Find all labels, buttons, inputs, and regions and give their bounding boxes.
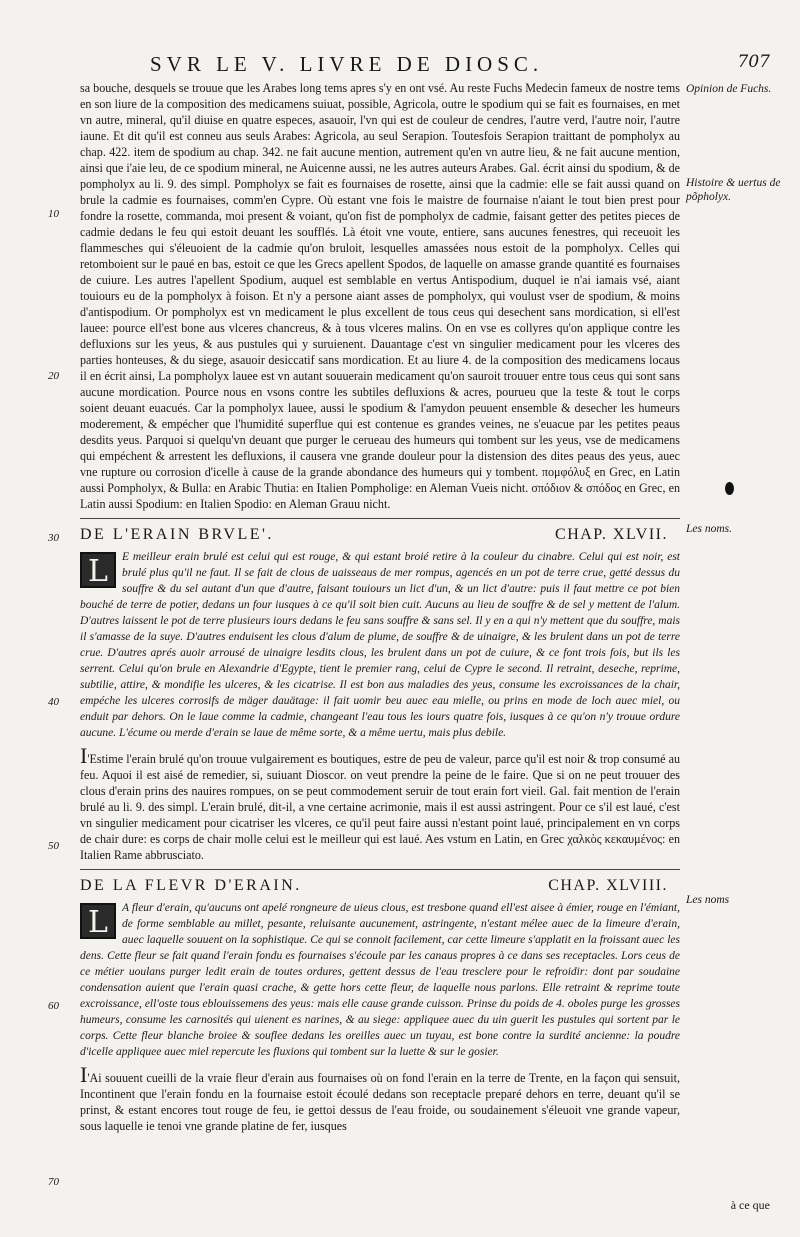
line-number: 40 [48, 696, 59, 708]
catchword: à ce que [730, 1198, 770, 1212]
page-header [150, 52, 770, 78]
drop-cap: L [80, 903, 116, 939]
page-number: 707 [737, 52, 770, 72]
running-head: SVR LE V. LIVRE DE DIOSC. [150, 52, 544, 76]
initial-letter: I [80, 1062, 88, 1087]
margin-note-histoire: Histoire & uertus de põpholyx. [686, 177, 781, 203]
line-number: 30 [48, 532, 59, 544]
initial-letter: I [80, 743, 88, 768]
ink-blot [725, 482, 734, 495]
chapter-number: CHAP. XLVII. [555, 526, 668, 543]
paragraph-commentary-48: I'Ai souuent cueilli de la vraie fleur d'erain aus fournaises où on fond l'erain en la terre de Trente, en la façon qui sensuit, Incontinent que l'erain fondu en la fournaise estoit écoulé dedans son receptacle preparé dehors en terre, deuant qu'il se prinst, & estant encores tout rouge de feu, ie gettoi dessus de l'eau froide, ou soudainement s'éleuoit vne grande vapeur, sous laquelle ie tenoi vne grande platine de fer, iusques [80, 1062, 680, 1133]
line-number: 60 [48, 1000, 59, 1012]
chapter-title: DE LA FLEVR D'ERAIN. [80, 877, 302, 894]
paragraph-dioscorides-47: E meilleur erain brulé est celui qui est rouge, & qui estant broié retire à la couleur du cinabre. Celui qui est noir, est brulé plus qu'il ne faut. Il se fait de clous de uaisseaus de mer rompus, agencés en un pot de terre crue, getté dessus du souffre & du sel autant d'un que d'autre, faisant touiours un lict d'un, & un lict d'autre: puis il faut mettre ce pot bien bouché de terre de potier, dedans un four iusques à ce qu'il soit bien cuit. Aucuns au lieu de souffre & de sel y mettent de l'alum. D'autres laissent le pot de terre plusieurs iours dedans le feu sans souffre & sans sel. Il y en a qui n'y mettent que du souffre, mais il s'amasse de la suye. D'autres enduisent les clous d'alum de plume, de souffre & de uinaigre, & les brulent dans un pot de terre crue. D'autres aprés auoir arrousé de uinaigre lesdits clous, les brulent dans un pot de cuiure, & ce font trois fois, but ils les serrent. Celui qu'on brule en Alexandrie d'Egypte, tient le premier rang, celui de Cypre le second. Il retraint, deseche, reprime, subtilie, attire, & mondifie les ulceres, & les cicatrise. Il est bon aus maladies des yeus, consume les excroissances de la chair, empéche les ulceres corrosifs de mäger dauätage: il fait uomir beu auec eau mielle, ou prins en mode de loch auec miel, ou enduit par dehors. On le laue comme la cadmie, changeant l'eau tous les iours quatre fois, iusques à ce qu'on n'y trouue ordure aucune. L'écume ou merde d'erain se laue de même sorte, & a même uertu, mais plus debile. [80, 551, 680, 739]
rule [80, 518, 680, 519]
line-number: 20 [48, 370, 59, 382]
paragraph-commentary-47: I'Estime l'erain brulé qu'on trouue vulgairement es boutiques, estre de peu de valeur, parce qu'il est noir & trop consumé au feu. Aquoi il est aisé de remedier, si, suiuant Dioscor. on veut prendre la peine de le faire. Que si on ne peut trouuer des clous d'erain prins des nauires rompues, on se peut commodement seruir de tout erain fort vieil. Gal. fait mention de l'erain brulé au li. 9. des simpl. L'erain brulé, dit-il, a vne certaine acrimonie, mais il est aussi astringent. Pour ce s'il est laué, c'est vn singulier medicament pour cicatriser les vlceres, ce qu'il peut faire aussi n'estant point laué, principalement en vn corps de chair dure: es corps de chair molle celui est le meilleur qui est laué. Aes vstum en Latin, en Grec χαλκὸς κεκαυμένος: en Italien Rame abbrusciato. [80, 743, 680, 862]
paragraph-dioscorides-48: A fleur d'erain, qu'aucuns ont apelé rongneure de uieus clous, est tresbone quand ell'est aisee à émier, rouge en l'émiant, de forme semblable au millet, pesante, reluisante aucunement, astringente, n'estant mélee auec de la limeure d'erain, auec laquelle souuent on la sophistique. Ce qui se connoit facilement, car cette limeure s'applatit en la froissant auec les dens. Cette fleur se fait quand l'erain fondu es fournaises s'écoule par les canaus propres à ce dans ses receptacles. Lors ceus de ce métier uoulans purger ledit erain de toutes ordures, gettent dessus de l'eau tresclere pour le refroidir: dont par soudaine condensation auient que l'erain quasi crache, & gette hors cette fleur, de laquelle nous parlons. Elle retraint & reprime toute excroissance, ell'oste tous eblouissemens des yeus: mais elle cause grande cuisson. Prinse du poids de 4. oboles purge les grosses humeurs, consume les carnosités qui uienent es narines, & au siege: appliquee auec du uin guerit les pustules qui sortent par le corps. Cette fleur blanche broiee & souflee dedans les oreilles auec un tuyau, est bone contre la surdité ancienne: la poudre d'icelle appliquee auec miel repercute les fluxions qui tombent sur la luette & sur le gosier. [80, 902, 680, 1058]
chapter-heading-48 [80, 877, 680, 895]
margin-note-noms: Les noms [686, 894, 730, 906]
chapter-title: DE L'ERAIN BRVLE'. [80, 526, 274, 543]
chapter-number: CHAP. XLVIII. [548, 877, 668, 894]
line-number: 70 [48, 1176, 59, 1188]
margin-note-noms: Les noms. [686, 523, 733, 535]
line-number: 50 [48, 840, 59, 852]
line-number: 10 [48, 208, 59, 220]
chapter-heading-47 [80, 526, 680, 544]
paragraph-pompholyx: sa bouche, desquels se trouue que les Arabes long tems apres s'y en ont vsé. Au reste Fuchs Medecin fameux de nostre tems en son liure de la composition des medicamens suiuat, possible, Agricola, outre le spodium qui se fait es fournaises, en met vn autre, mineral, qu'il diuise en quatre especes, asauoir, l'vn qui est de couleur de cendres, l'autre verd, l'autre noir, l'autre iaune. Et dit qu'il est conneu aus seuls Arabes: Agricola, au seul Serapion. Toutesfois Serapion traittant de pompholyx au chap. 422. item de spodium au chap. 342. ne fait aucune mention, autrement qu'en vn autre lieu, & ne fait aucune mention, ainsi que i'aie leu, de ce spodium mineral, ne Auicenne aussi, ne les autres auteurs Arabes. Gal. écrit ainsi du spodium, & de pompholyx au li. 9. des simpl. Pompholyx se fait es fournaises de rosette, ainsi que la cadmie: elle se fait aussi quand on brule la cadmie es fournaises, comm'en Cypre. Où estant vne fois le maistre de fournaise n'aiant le tout bien prest pour fondre la rosette, commanda, moi present & voiant, qu'on fist de pompholyx de cadmie, faisant getter des petites pieces de cadmie dedans le feu qui estoit deuant les soufflés. Là étoit vne voute, entiere, sans aucunes fenestres, qui receuoit les flammesches qui s'éleuoient de la cadmie qu'on bruloit, lesquelles amassées nous estoit de la pompholyx. Celles qui retomboient sur le paué en bas, estoit ce que les Grecs apellent Spodos, de laquelle on amasse grande quantité es fournaises de cuiure. Les autres l'apellent Spodium, auquel est semblable en vertus Antispodium, duquel ie n'ai iamais vsé, aiant touiours eu de la pompholyx à foison. Et n'y a persone aiant asses de pompholyx, qui voulust vser de spodium, & moins d'antispodium. Or pompholyx est vn medicament le plus excellent de tous ceus qui desechent sans mordication, si ell'est lauee: pource ell'est bone aus vlceres chancreus, & à tous vlceres malins. On en vse es collyres qu'on applique contre les defluxions sur les yeus, & aus pustules qui y suruienent. Dauantage c'est vn singulier medicament pour les vlceres des parties honteuses, & du siege, asauoir desiccatif sans mordication. Et au liure 4. de la composition des medicamens locaus il en écrit ainsi, La pompholyx lauee est vn autant souuerain medicament qu'on sauroit trouuer entre tous ceus qui sont sans aucune mordication. Pource nous en vsons contre les subtiles defluxions & acres, pourueu que la teste & tout le corps soient deuant euacués. Car la pompholyx lauee, aussi le spodium & l'amydon peuuent ensemble & desecher les humeurs moderement, & empécher que l'humidité superflue qui est contenue es grandes veines, ne s'euacue par les petites peaus desdits yeus. Parquoi si quelqu'vn deuant que purger le cerueau des humeurs qui tombent sur les yeus, vse de medicamens qui empéchent & arrestent les defluxions, il causera vne grande douleur pour la distension des dites peaus des yeus, auec vne rupture ou corrosion d'icelle à cause de la grande abondance des humeurs qui y tombent. πομφόλυξ en Grec, en Latin aussi Pompholyx, & Bulla: en Arabic Thutia: en Italien Pompholige: en Aleman Vueis nicht. σπόδιον & σπόδος en Grec, en Latin aussi Spodium: en Italien Spodio: en Aleman Grauu nicht. [80, 81, 680, 511]
drop-cap: L [80, 552, 116, 588]
rule [80, 869, 680, 870]
margin-note-opinion: Opinion de Fuchs. [686, 83, 772, 95]
main-text [80, 80, 680, 1134]
